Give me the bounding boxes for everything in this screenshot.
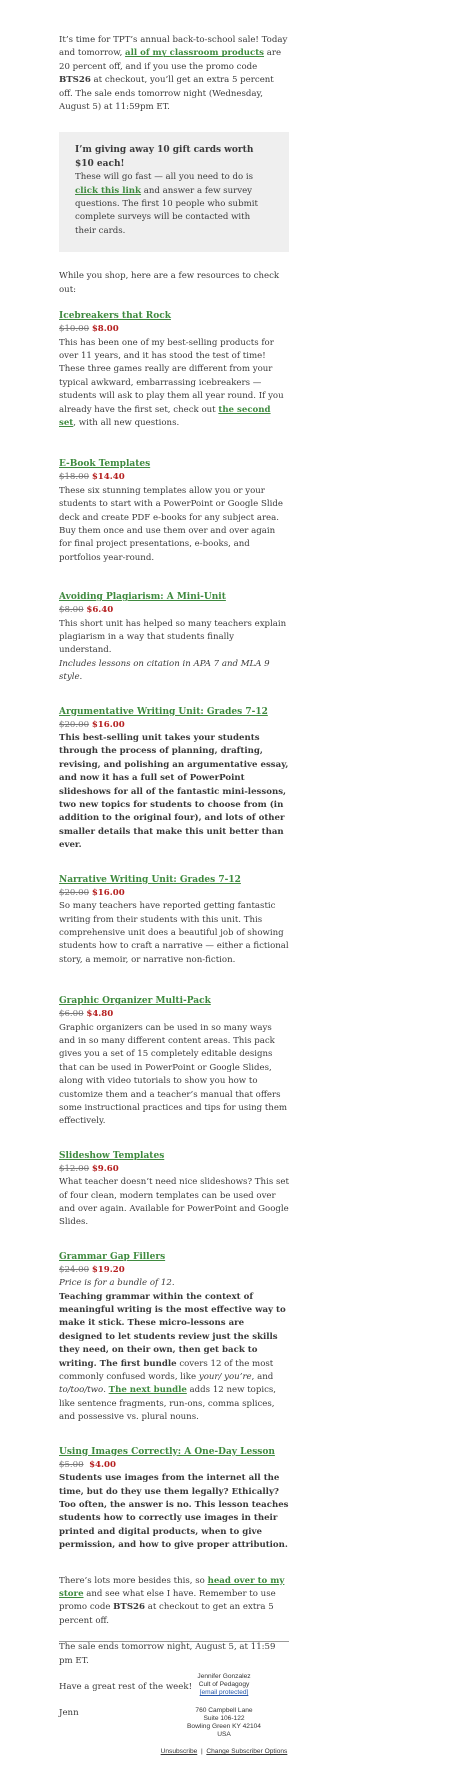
product-price bbox=[59, 719, 289, 732]
product-item bbox=[59, 1446, 289, 1553]
address-line: Suite 106-122 bbox=[203, 1714, 245, 1722]
promo-code: BTS26 bbox=[59, 75, 91, 86]
sale-price: $14.40 bbox=[91, 472, 125, 483]
product-price bbox=[59, 887, 289, 900]
product-price bbox=[59, 1264, 289, 1277]
product-item bbox=[59, 458, 289, 565]
intro-paragraph: It’s time for TPT’s annual back-to-school sale! Today and tomorrow, all of my classroom products are 20 percent off, and if you use the promo code BTS26 at checkout, you’ll get an extra 5 percent off. The sale ends tomorrow night (Wednesday, August 5) at 11:59pm ET. bbox=[59, 35, 288, 113]
product-item bbox=[59, 995, 289, 1129]
signature: Jenn bbox=[59, 1708, 79, 1719]
product-item bbox=[59, 1150, 289, 1230]
old-price: $5.00 bbox=[59, 1459, 84, 1470]
sender-org: Cult of Pedagogy bbox=[198, 1681, 250, 1689]
product-item bbox=[59, 591, 289, 684]
store-link[interactable]: head over to my store bbox=[59, 1575, 285, 1599]
sale-price: $8.00 bbox=[91, 324, 119, 335]
footer-divider bbox=[59, 1641, 289, 1642]
product-price bbox=[59, 471, 289, 484]
sale-price: $19.20 bbox=[91, 1264, 125, 1275]
change-subscriber-options-link[interactable]: Change Subscriber Options bbox=[206, 1748, 288, 1756]
product-note: Includes lessons on citation in APA 7 and MLA 9 style. bbox=[59, 658, 270, 683]
product-description: This has been one of my best-selling products for over 11 years, and it has stood the test of time! These three games really are different from your typical awkward, embarrassing icebreakers — students will ask to play them all year round. If you already have the first set, check out the second set, with all new questions. bbox=[59, 337, 284, 428]
product-price bbox=[59, 1008, 289, 1021]
email-body bbox=[59, 34, 289, 1721]
product-price bbox=[59, 1459, 289, 1472]
product-description: Graphic organizers can be used in so many ways and in so many different content areas. This pack gives you a set of 15 completely editable designs that can be used in PowerPoint or Google Slides, along with video tutorials to show you how to customize them and a teacher’s manual that offers some instructional practices and tips for using them effectively. bbox=[59, 1022, 288, 1127]
product-item bbox=[59, 1251, 289, 1425]
address-country: USA bbox=[217, 1731, 231, 1739]
callout-text: These will go fast — all you need to do is click this link and answer a few survey questions. The first 10 people who submit complete surveys will be contacted with their cards. bbox=[75, 172, 258, 236]
sale-end-note: The sale ends tomorrow night, August 5, at 11:59 pm ET. bbox=[59, 1642, 276, 1666]
product-title-link[interactable]: Icebreakers that Rock bbox=[59, 311, 171, 322]
product-note: Price is for a bundle of 12. bbox=[59, 1278, 175, 1289]
closing-promo-code: BTS26 bbox=[113, 1602, 145, 1613]
product-item bbox=[59, 874, 289, 967]
product-title-link[interactable]: E-Book Templates bbox=[59, 459, 151, 470]
sale-price: $16.00 bbox=[91, 887, 125, 898]
sender-email-link[interactable]: [email protected] bbox=[199, 1689, 249, 1697]
gift-card-callout bbox=[59, 132, 289, 252]
old-price: $6.00 bbox=[59, 1009, 84, 1020]
product-title-link[interactable]: Avoiding Plagiarism: A Mini-Unit bbox=[59, 592, 226, 603]
product-price bbox=[59, 323, 289, 336]
product-title-link[interactable]: Argumentative Writing Unit: Grades 7-12 bbox=[59, 706, 268, 717]
product-description: What teacher doesn’t need nice slideshows? This set of four clean, modern templates can be used over and over again. Available for PowerPoint and Google Slides. bbox=[59, 1177, 289, 1228]
sale-price: $16.00 bbox=[91, 719, 125, 730]
unsubscribe-link[interactable]: Unsubscribe bbox=[160, 1748, 198, 1756]
product-price bbox=[59, 1163, 289, 1176]
sale-price: $6.40 bbox=[86, 605, 114, 616]
product-title-link[interactable]: Graphic Organizer Multi-Pack bbox=[59, 996, 211, 1007]
sale-price: $9.60 bbox=[91, 1163, 119, 1174]
address-line: Bowling Green KY 42104 bbox=[187, 1723, 261, 1731]
product-description: Teaching grammar within the context of meaningful writing is the most effective way to make it stick. These micro-lessons are designed to let students review just the skills they need, on their own, then get back to writing. The first bundle covers 12 of the most commonly confused words, like your/ you’re, and to/too/two. The next bundle adds 12 new topics, like sentence fragments, run-ons, comma splices, and possessive vs. plural nouns. bbox=[59, 1291, 286, 1423]
callout-heading: I’m giving away 10 gift cards worth $10 each! bbox=[75, 145, 254, 169]
product-item bbox=[59, 310, 289, 430]
email-footer bbox=[59, 1673, 389, 1757]
sale-price: $4.80 bbox=[86, 1009, 114, 1020]
product-description: So many teachers have reported getting fantastic writing from their students with this unit. This comprehensive unit does a beautiful job of showing students how to craft a narrative — either a fictional story, a memoir, or narrative non-fiction. bbox=[59, 901, 289, 965]
old-price: $10.00 bbox=[59, 324, 90, 335]
survey-link[interactable]: click this link bbox=[75, 185, 141, 196]
product-title-link[interactable]: Grammar Gap Fillers bbox=[59, 1251, 166, 1262]
product-title-link[interactable]: Slideshow Templates bbox=[59, 1150, 165, 1161]
farewell: Have a great rest of the week! bbox=[59, 1681, 193, 1692]
old-price: $20.00 bbox=[59, 719, 90, 730]
closing-paragraph: There’s lots more besides this, so head over to my store and see what else I have. Remember to use promo code BTS26 at checkout to get an extra 5 percent off. bbox=[59, 1575, 285, 1626]
sale-price: $4.00 bbox=[89, 1459, 116, 1470]
next-bundle-link[interactable]: The next bundle bbox=[108, 1385, 187, 1396]
product-item bbox=[59, 706, 289, 853]
product-description: Students use images from the internet all the time, but do they use them legally? Ethically? Too often, the answer is no. This lesson teaches students how to correctly use images in their printed and digital products, when to give permission, and how to give proper attribution. bbox=[59, 1473, 289, 1551]
old-price: $12.00 bbox=[59, 1163, 90, 1174]
product-description: This short unit has helped so many teachers explain plagiarism in a way that students finally understand. bbox=[59, 618, 287, 656]
address-line: 760 Campbell Lane bbox=[195, 1706, 253, 1714]
sender-name: Jennifer Gonzalez bbox=[197, 1673, 251, 1680]
product-price bbox=[59, 604, 289, 617]
old-price: $8.00 bbox=[59, 605, 84, 616]
second-set-link[interactable]: the second set bbox=[59, 404, 271, 428]
product-description: These six stunning templates allow you or your students to start with a PowerPoint or Google Slide deck and create PDF e-books for any subject area. Buy them once and use them over and over again for final project presentations, e-books, and portfolios year-round. bbox=[59, 485, 283, 563]
product-title-link[interactable]: Using Images Correctly: A One-Day Lesson bbox=[59, 1446, 275, 1457]
old-price: $20.00 bbox=[59, 887, 90, 898]
classroom-products-link[interactable]: all of my classroom products bbox=[125, 48, 265, 59]
product-description: This best-selling unit takes your students through the process of planning, drafting, revising, and polishing an argumentative essay, and now it has a full set of PowerPoint slideshows for all of the fantastic mini-lessons, two new topics for students to choose from (in addition to the original four), and lots of other smaller details that make this unit better than ever. bbox=[59, 733, 289, 851]
product-title-link[interactable]: Narrative Writing Unit: Grades 7-12 bbox=[59, 874, 241, 885]
footer-links: Unsubscribe | Change Subscriber Options bbox=[160, 1748, 288, 1756]
old-price: $18.00 bbox=[59, 472, 90, 483]
resources-intro: While you shop, here are a few resources to check out: bbox=[59, 271, 280, 295]
old-price: $24.00 bbox=[59, 1264, 90, 1275]
